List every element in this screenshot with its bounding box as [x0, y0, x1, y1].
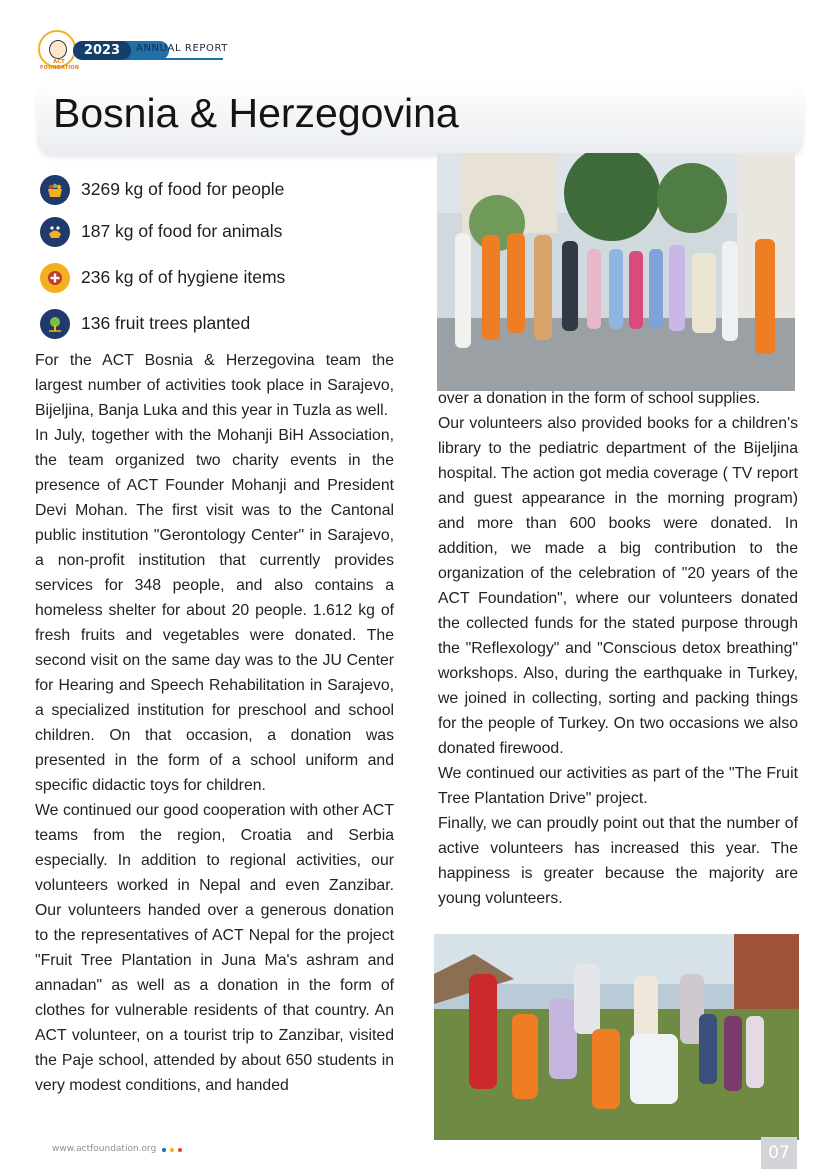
group-photo-bottom	[434, 934, 799, 1140]
tree-icon	[40, 309, 70, 339]
right-text-column	[438, 386, 798, 911]
stat-text: 187 kg of food for animals	[81, 221, 283, 241]
title-banner	[38, 84, 803, 154]
animal-food-icon	[40, 217, 70, 247]
stat-text: 3269 kg of food for people	[81, 179, 285, 199]
left-text-column	[35, 348, 394, 1098]
stat-hygiene	[40, 263, 400, 297]
page-number: 07	[761, 1137, 797, 1169]
report-header	[38, 30, 238, 71]
year-label: 2023	[73, 41, 131, 60]
paragraph: Our volunteers also provided books for a children's library to the pediatric department of the Bijeljina hospital. The action got media coverage ( TV report and guest appearance in the morning program) and more than 600 books were donated. In addition, we made a big contribution to the organization of the celebration of "20 years of the ACT Foundation", where our volunteers donated the collected funds for the stated purpose through the "Reflexology" and "Conscious detox breathing" workshops. Also, during the earthquake in Turkey, we joined in collecting, sorting and packing things for the people of Turkey. On two occasions we also donated firewood.	[438, 415, 798, 757]
dot-blue	[162, 1148, 166, 1152]
dot-yellow	[170, 1148, 174, 1152]
page-title: Bosnia & Herzegovina	[53, 90, 459, 136]
hygiene-icon	[40, 263, 70, 293]
stat-text: 136 fruit trees planted	[81, 313, 251, 333]
annual-report-label: ANNUAL REPORT	[136, 43, 229, 54]
food-basket-icon	[40, 175, 70, 205]
header-underline	[136, 58, 223, 60]
paragraph: Finally, we can proudly point out that the number of active volunteers has increased this year. The happiness is greater because the majority are young volunteers.	[438, 815, 798, 907]
act-foundation-logo	[38, 30, 80, 71]
paragraph: over a donation in the form of school supplies.	[438, 390, 761, 407]
stat-text: 236 kg of of hygiene items	[81, 267, 286, 287]
stat-food-animals	[40, 217, 400, 251]
paragraph: In July, together with the Mohanji BiH Association, the team organized two charity events in the presence of ACT Founder Mohanji and President Devi Mohan. The first visit was to the Cantonal public institution "Gerontology Center" in Sarajevo, a non-profit institution that currently provides services for 348 people, and also contains a homeless shelter for about 20 people. 1.612 kg of fresh fruits and vegetables were donated. The second visit on the same day was to the JU Center for Hearing and Speech Rehabilitation in Sarajevo, a specialized institution for preschool and school children. On that occasion, a donation was presented in the form of a school uniform and specific didactic toys for children.	[35, 427, 394, 794]
stat-food-people	[40, 175, 400, 209]
footer-url[interactable]: www.actfoundation.org	[52, 1144, 157, 1154]
dot-red	[178, 1148, 182, 1152]
paragraph: We continued our good cooperation with other ACT teams from the region, Croatia and Serbia especially. In addition to regional activities, our volunteers worked in Nepal and even Zanzibar. Our volunteers handed over a generous donation to the representatives of ACT Nepal for the project "Fruit Tree Plantation in Juna Ma's ashram and annadan" as well as a donation in the form of clothes for vulnerable residents of that country. An ACT volunteer, on a tourist trip to Zanzibar, visited the Paje school, attended by about 650 students in very modest conditions, and handed	[35, 802, 394, 1094]
logo-text: ACT FOUNDATION	[40, 59, 80, 71]
footer-dots	[162, 1148, 182, 1152]
mohanji-face-icon	[49, 40, 67, 59]
paragraph: We continued our activities as part of the "The Fruit Tree Plantation Drive" project.	[438, 765, 798, 807]
group-photo-top	[437, 153, 795, 391]
paragraph: For the ACT Bosnia & Herzegovina team the largest number of activities took place in Sarajevo, Bijeljina, Banja Luka and this year in Tuzla as well.	[35, 352, 394, 419]
stat-trees	[40, 309, 400, 343]
